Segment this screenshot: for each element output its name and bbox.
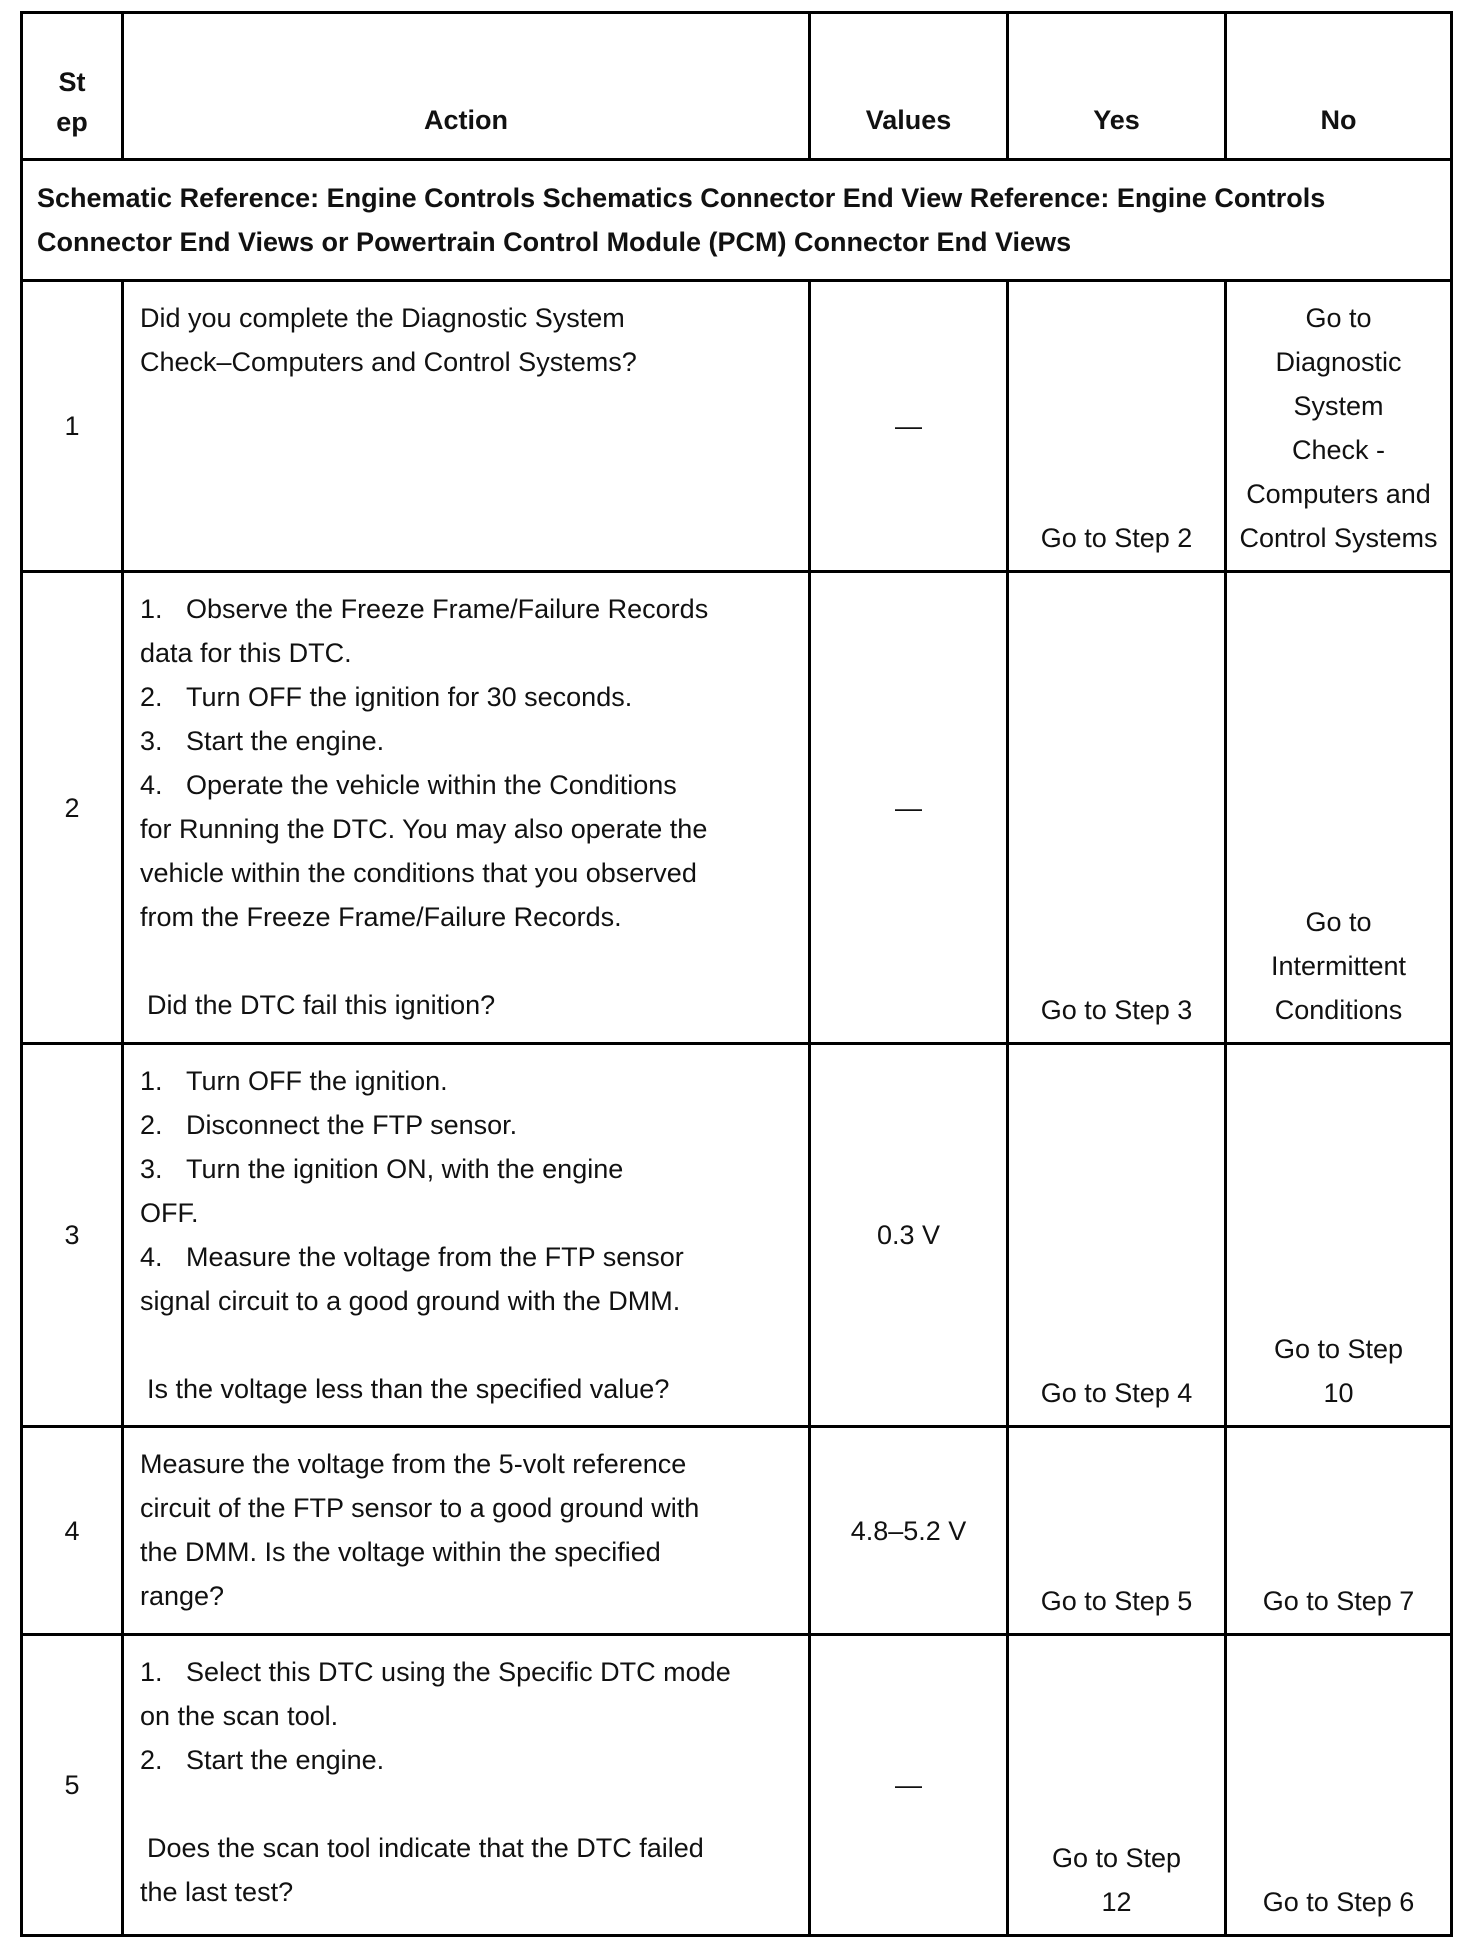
step-number: 4 [22,1427,123,1635]
header-row [22,13,1452,160]
no-header: No [1226,13,1452,160]
action-cell: 1. Observe the Freeze Frame/Failure Records data for this DTC. 2. Turn OFF the ignition for 30 seconds. 3. Start the engine. 4. Operate the vehicle within the Conditions for Running the DTC. You may also operate the vehicle within the conditions that you observed from the Freeze Frame/Failure Records. Did the DTC fail this ignition? [123,572,810,1044]
diagnostic-table [20,11,1453,1937]
action-header: Action [123,13,810,160]
no-cell: Go to Step 7 [1226,1427,1452,1635]
value-cell: 0.3 V [810,1044,1008,1427]
step-number: 2 [22,572,123,1044]
value-cell: — [810,281,1008,572]
table-row [22,572,1452,1044]
no-cell: Go to Step 6 [1226,1635,1452,1936]
action-cell: Did you complete the Diagnostic System Check–Computers and Control Systems? [123,281,810,572]
no-cell: Go to Step 10 [1226,1044,1452,1427]
yes-cell: Go to Step 2 [1008,281,1226,572]
value-cell: 4.8–5.2 V [810,1427,1008,1635]
values-header: Values [810,13,1008,160]
yes-header: Yes [1008,13,1226,160]
no-cell: Go to Intermittent Conditions [1226,572,1452,1044]
action-cell: 1. Select this DTC using the Specific DTC mode on the scan tool. 2. Start the engine. Does the scan tool indicate that the DTC failed the last test? [123,1635,810,1936]
yes-cell: Go to Step 3 [1008,572,1226,1044]
schematic-reference: Schematic Reference: Engine Controls Schematics Connector End View Reference: Engine Controls Connector End Views or Powertrain Control Module (PCM) Connector End Views [22,160,1452,281]
yes-cell: Go to Step 4 [1008,1044,1226,1427]
yes-cell: Go to Step 5 [1008,1427,1226,1635]
step-number: 5 [22,1635,123,1936]
yes-cell: Go to Step 12 [1008,1635,1226,1936]
reference-row [22,160,1452,281]
step-number: 3 [22,1044,123,1427]
value-cell: — [810,572,1008,1044]
action-cell: 1. Turn OFF the ignition. 2. Disconnect the FTP sensor. 3. Turn the ignition ON, with the engine OFF. 4. Measure the voltage from the FTP sensor signal circuit to a good ground with the DMM. Is the voltage less than the specified value? [123,1044,810,1427]
step-number: 1 [22,281,123,572]
no-cell: Go to Diagnostic System Check - Computers and Control Systems [1226,281,1452,572]
step-header: St ep [22,13,123,160]
table-row [22,281,1452,572]
table-row [22,1635,1452,1936]
value-cell: — [810,1635,1008,1936]
table-row [22,1427,1452,1635]
action-cell: Measure the voltage from the 5-volt reference circuit of the FTP sensor to a good ground with the DMM. Is the voltage within the specified range? [123,1427,810,1635]
table-row [22,1044,1452,1427]
